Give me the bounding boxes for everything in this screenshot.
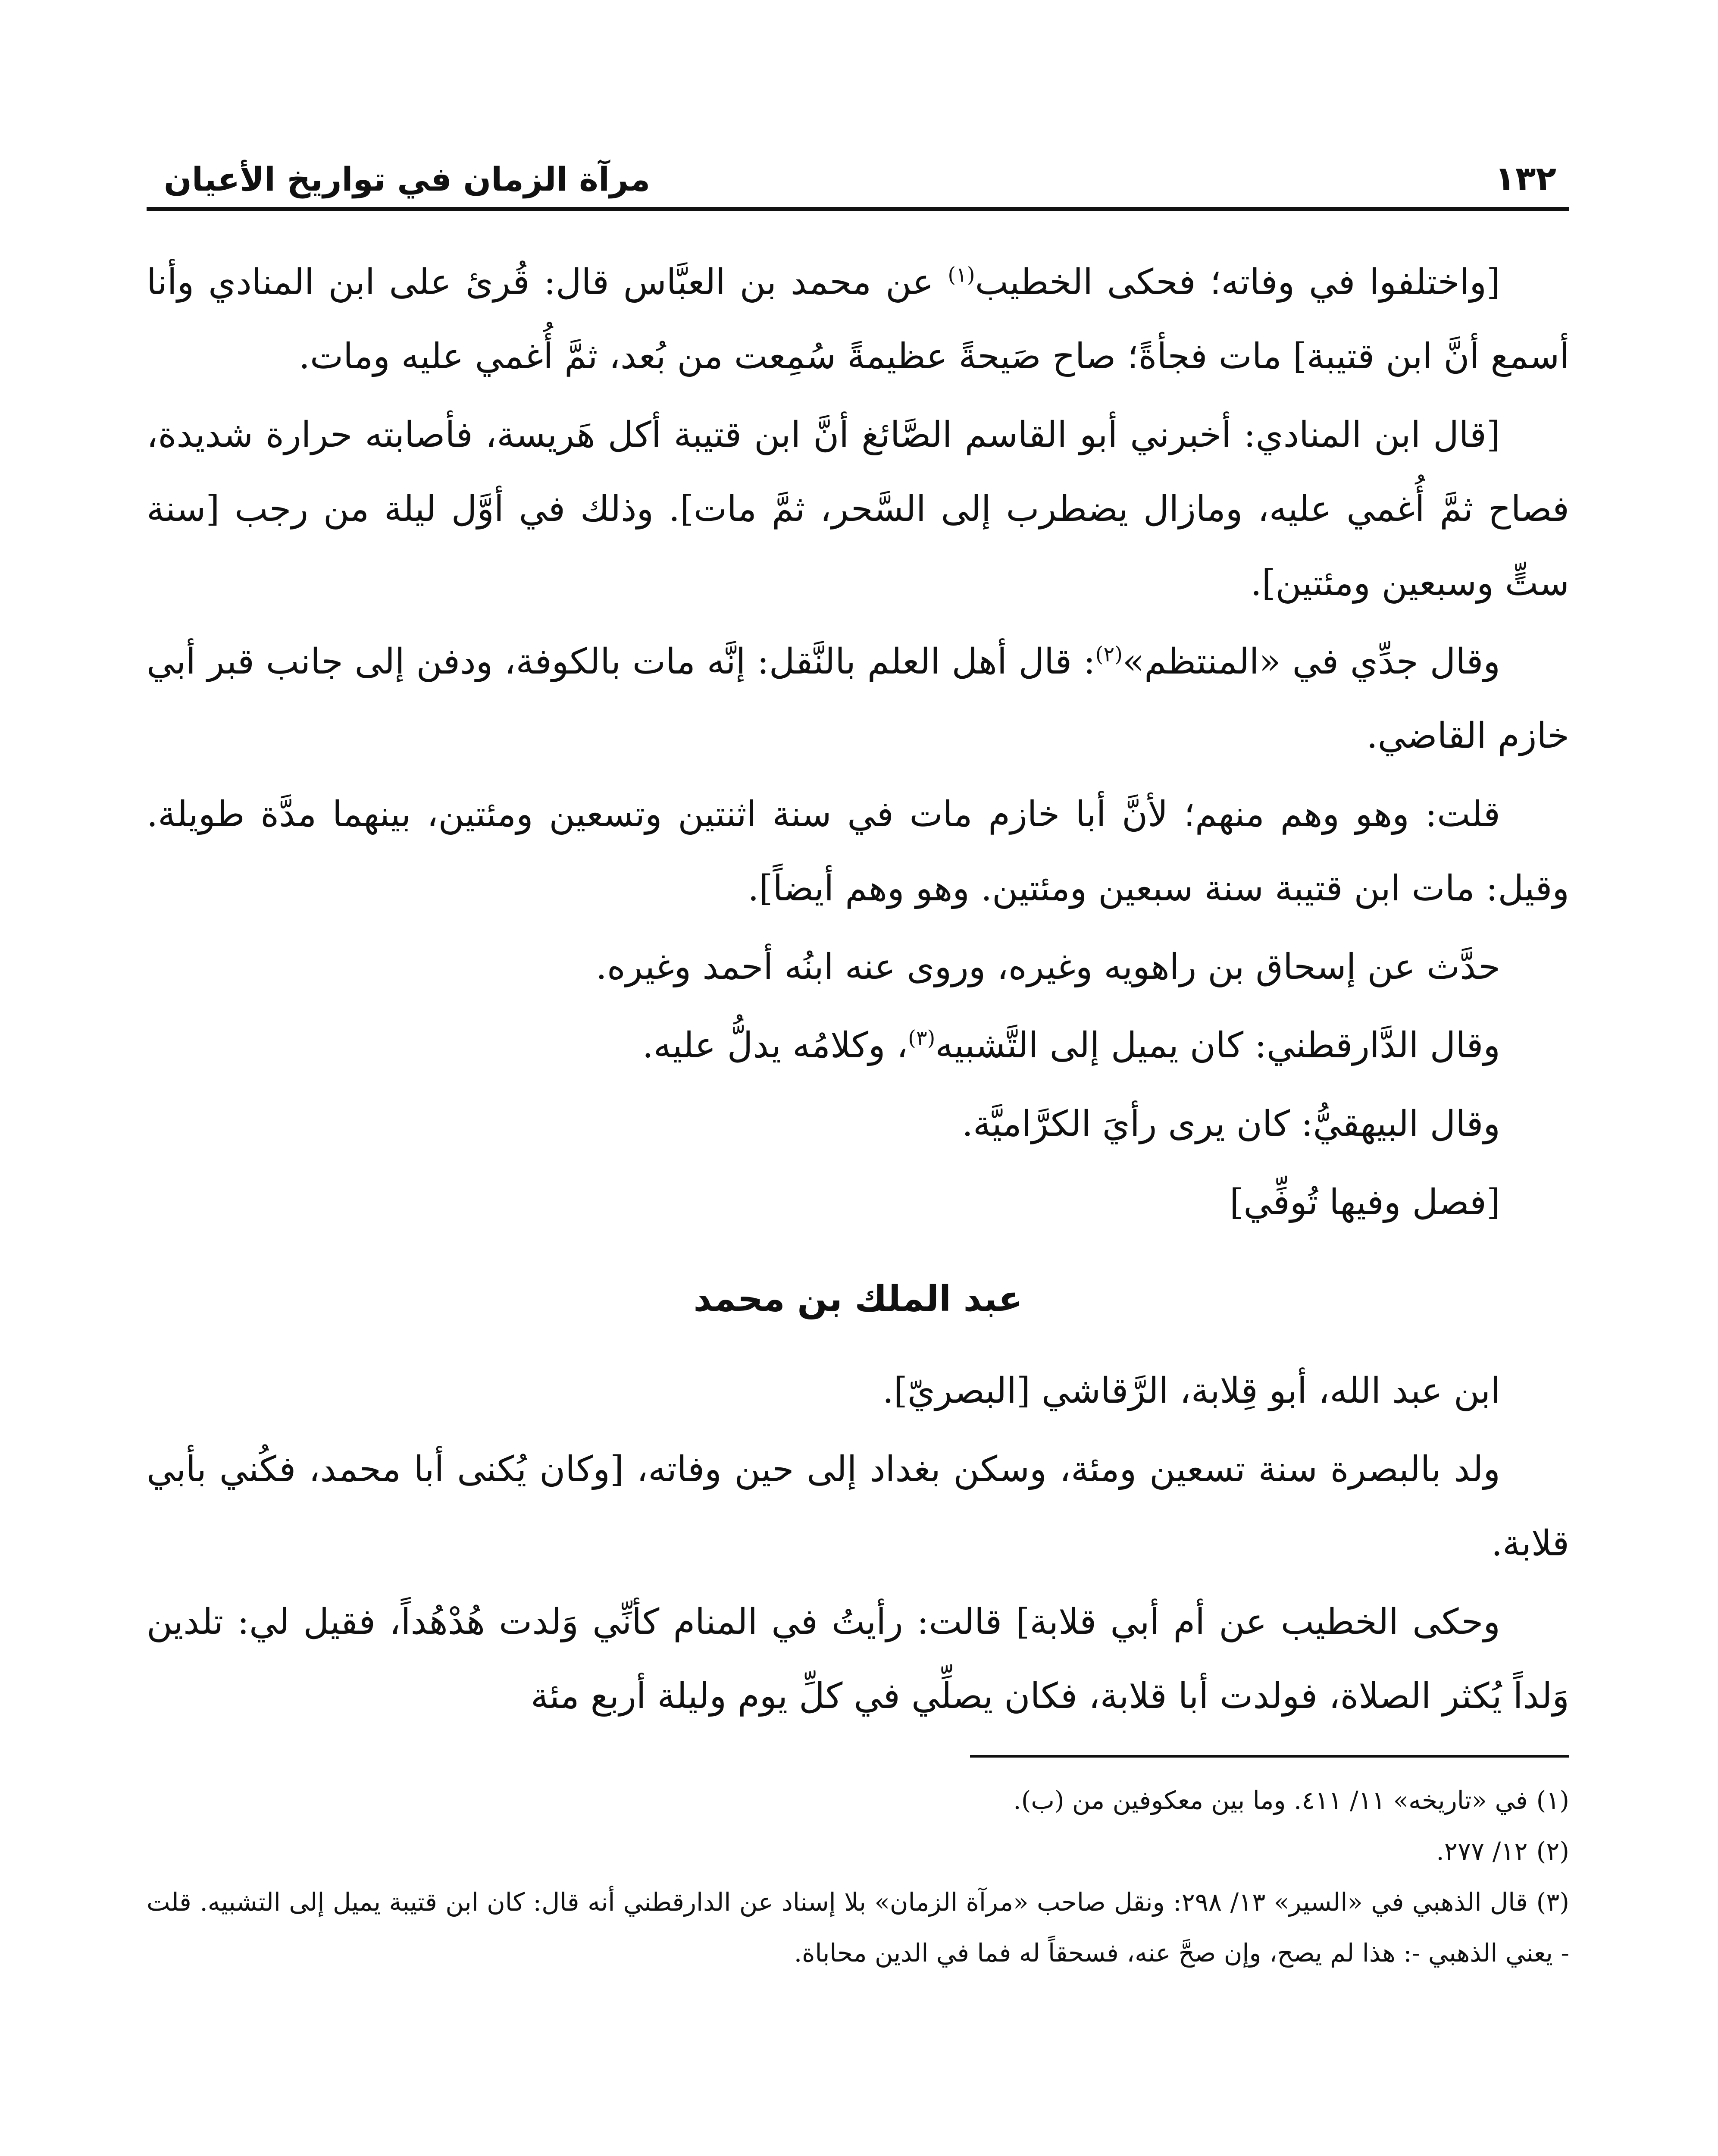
section-paragraph-2: ولد بالبصرة سنة تسعين ومئة، وسكن بغداد إلى حين وفاته، [وكان يُكنى أبا محمد، فكُني بأبي قلابة.	[147, 1449, 1569, 1564]
section-paragraph-3: وحكى الخطيب عن أم أبي قلابة] قالت: رأيتُ في المنام كأنِّي وَلدت هُدْهُداً، فقيل لي: تلدين وَلداً يُكثر الصلاة، فولدت أبا قلابة، فكان يصلِّي في كلِّ يوم وليلة أربع مئة	[147, 1601, 1569, 1717]
section-paragraph-1: ابن عبد الله، أبو قِلابة، الرَّقاشي [البصريّ].	[882, 1370, 1500, 1411]
paragraph-6-text-b: ، وكلامُه يدلُّ عليه.	[642, 1025, 908, 1066]
page	[147, 138, 1569, 2156]
paragraph-1	[147, 245, 1569, 394]
paragraph-7: وقال البيهقيُّ: كان يرى رأيَ الكرَّاميَّة.	[961, 1103, 1500, 1144]
running-head	[147, 138, 1569, 211]
footnote-ref-1[interactable]: (١)	[948, 263, 975, 287]
paragraph-8: [فصل وفيها تُوفِّي]	[1230, 1182, 1500, 1223]
footnotes	[147, 1775, 1569, 1978]
paragraph-5: حدَّث عن إسحاق بن راهويه وغيره، وروى عنه ابنُه أحمد وغيره.	[595, 946, 1500, 987]
footnote-1-text: في «تاريخه» ١١/ ٤١١. وما بين معكوفين من (ب).	[1013, 1786, 1528, 1815]
paragraph-6	[147, 1009, 1569, 1083]
footnote-3	[147, 1877, 1569, 1978]
footnote-ref-2[interactable]: (٢)	[1095, 642, 1123, 667]
paragraph-3	[147, 625, 1569, 773]
footnote-3-number: (٣)	[1536, 1887, 1570, 1917]
footnote-divider	[970, 1755, 1569, 1758]
footnote-2	[147, 1826, 1569, 1877]
paragraph-6-text-a: وقال الدَّارقطني: كان يميل إلى التَّشبيه	[935, 1025, 1500, 1066]
paragraph-1-text-b: عن محمد بن العبَّاس قال: قُرئ على ابن المنادي وأنا أسمع أنَّ ابن قتيبة] مات فجأةً؛ صاح صَيحةً عظيمةً سُمِعت من بُعد، ثمَّ أُغمي عليه ومات.	[147, 262, 1569, 377]
footnote-3-text: قال الذهبي في «السير» ١٣/ ٢٩٨: ونقل صاحب «مرآة الزمان» بلا إسناد عن الدارقطني أنه قال: كان ابن قتيبة يميل إلى التشبيه. قلت - يعني الذهبي -: هذا لم يصح، وإن صحَّ عنه، فسحقاً له فما في الدين محاباة.	[147, 1887, 1569, 1968]
footnote-1	[147, 1775, 1569, 1826]
paragraph-2: [قال ابن المنادي: أخبرني أبو القاسم الصَّائغ أنَّ ابن قتيبة أكل هَريسة، فأصابته حرارة شديدة، فصاح ثمَّ أُغمي عليه، ومازال يضطرب إلى السَّحر، ثمَّ مات]. وذلك في أوَّل ليلة من رجب [سنة ستٍّ وسبعين ومئتين].	[147, 414, 1569, 604]
paragraph-4: قلت: وهو وهم منهم؛ لأنَّ أبا خازم مات في سنة اثنتين وتسعين ومئتين، بينهما مدَّة طويلة. وقيل: مات ابن قتيبة سنة سبعين ومئتين. وهو وهم أيضاً].	[147, 794, 1569, 909]
footnote-ref-3[interactable]: (٣)	[908, 1026, 936, 1050]
main-text	[147, 245, 1569, 1733]
book-title: مرآة الزمان في تواريخ الأعيان	[164, 160, 651, 198]
section-heading: عبد الملك بن محمد	[693, 1279, 1023, 1319]
paragraph-1-text-a: [واختلفوا في وفاته؛ فحكى الخطيب	[975, 262, 1500, 303]
paragraph-3-text-b: : قال أهل العلم بالنَّقل: إنَّه مات بالكوفة، ودفن إلى جانب قبر أبي خازم القاضي.	[147, 641, 1569, 756]
page-number: ١٣٢	[1495, 160, 1556, 198]
footnote-2-text: ١٢/ ٢٧٧.	[1436, 1836, 1528, 1866]
paragraph-3-text-a: وقال جدِّي في «المنتظم»	[1122, 641, 1500, 682]
footnote-2-number: (٢)	[1536, 1836, 1569, 1866]
footnote-1-number: (١)	[1536, 1786, 1569, 1815]
